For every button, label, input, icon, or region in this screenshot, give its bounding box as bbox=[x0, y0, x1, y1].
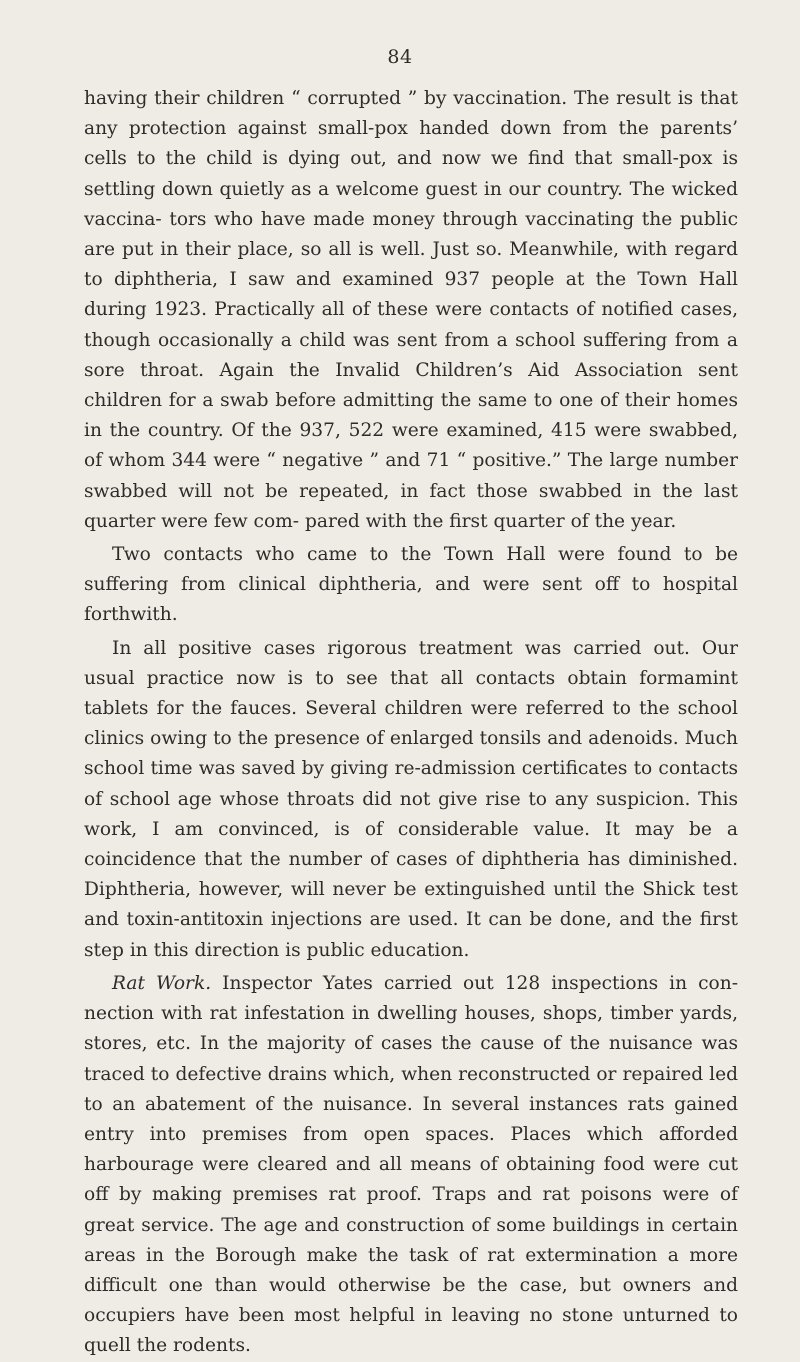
paragraph-rat-work bbox=[84, 969, 738, 1362]
page-number: 84 bbox=[387, 46, 413, 68]
paragraph-vaccination-diphtheria: having their children “ corrupted ” by vaccination. The result is that any protection against small-pox handed down from the parents’ cells to the child is dying out, and now we find that small-pox is settling down quietly as a welcome guest in our country. The wicked vaccina- tors who have made money through vaccinating the public are put in their place, so all is well. Just so. Meanwhile, with regard to diphtheria, I saw and examined 937 people at the Town Hall during 1923. Practically all of these were contacts of notified cases, though occasionally a child was sent from a school suffering from a sore throat. Again the Invalid Children’s Aid Association sent children for a swab before admitting the same to one of their homes in the country. Of the 937, 522 were examined, 415 were swabbed, of whom 344 were “ negative ” and 71 “ positive.” The large number swabbed will not be repeated, in fact those swabbed in the last quarter were few com- pared with the first quarter of the year. bbox=[84, 88, 738, 532]
rat-work-text: Inspector Yates carried out 128 inspections in con- nection with rat infestation in dwelling houses, shops, timber yards, stores, etc. In the majority of cases the cause of the nuisance was traced to defective drains which, when reconstructed or repaired led to an abatement of the nuisance. In several instances rats gained entry into premises from open spaces. Places which afforded harbourage were cleared and all means of obtaining food were cut off by making premises rat proof. Traps and rat poisons were of great service. The age and construction of some buildings in certain areas in the Borough make the task of rat extermination a more difficult one than would otherwise be the case, but owners and occupiers have been most helpful in leaving no stone unturned to quell the rodents. bbox=[84, 972, 738, 1357]
paragraph-positive-cases: In all positive cases rigorous treatment was carried out. Our usual practice now is to see that all contacts obtain formamint tablets for the fauces. Several children were referred to the school clinics owing to the presence of enlarged tonsils and adenoids. Much school time was saved by giving re-admission certificates to contacts of school age whose throats did not give rise to any suspicion. This work, I am convinced, is of considerable value. It may be a coincidence that the number of cases of diphtheria has diminished. Diphtheria, however, will never be extinguished until the Shick test and toxin-antitoxin injections are used. It can be done, and the first step in this direction is public education. bbox=[84, 637, 738, 961]
document-body bbox=[84, 84, 738, 1362]
section-heading-rat-work: Rat Work. bbox=[112, 972, 212, 994]
paragraph-clinical-diphtheria: Two contacts who came to the Town Hall were found to be suffering from clinical diphtheria, and were sent off to hospital forthwith. bbox=[84, 544, 738, 626]
